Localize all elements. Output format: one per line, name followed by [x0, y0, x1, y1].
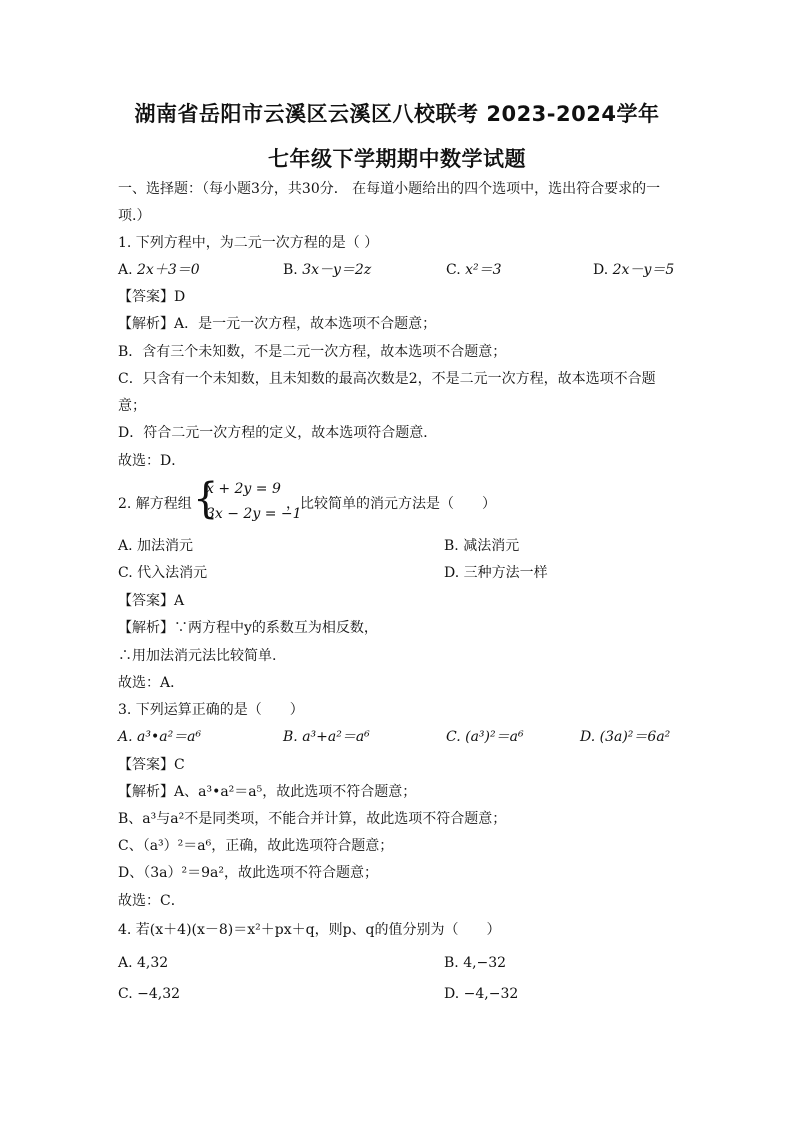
- question-4-stem: 4. 若(x＋4)(x－8)＝x²＋px＋q，则p、q的值分别为（ ）: [118, 922, 501, 938]
- question-1-analysis-line: C．只含有一个未知数，且未知数的最高次数是2，不是二元一次方程，故本选项不合题: [118, 371, 656, 387]
- option-expr: 2x＋3＝0: [137, 262, 200, 278]
- question-2-analysis-line: 【解析】∵两方程中y的系数互为相反数，: [118, 620, 378, 636]
- question-1-option-d: [593, 261, 674, 279]
- question-4-option-c: C. −4,32: [118, 986, 181, 1002]
- document-title-line1: 湖南省岳阳市云溪区云溪区八校联考 2023-2024学年: [134, 102, 660, 126]
- question-1-answer: 【答案】D: [118, 289, 186, 305]
- question-3-stem: 3. 下列运算正确的是（ ）: [118, 702, 304, 718]
- question-4-option-b: B. 4,−32: [444, 955, 507, 971]
- question-2-option-a: A. 加法消元: [118, 538, 194, 554]
- question-4-option-d: D. −4,−32: [444, 986, 519, 1002]
- option-label: D.: [593, 262, 609, 278]
- question-1-stem: 1. 下列方程中，为二元一次方程的是（ ）: [118, 235, 379, 251]
- option-label: A.: [118, 262, 133, 278]
- question-1-option-b: [283, 261, 371, 279]
- question-2-option-c: C. 代入法消元: [118, 565, 208, 581]
- question-2-analysis-line: ∴用加法消元法比较简单.: [118, 648, 277, 664]
- question-1-analysis-line: 故选：D．: [118, 453, 186, 469]
- equation-1: x + 2y = 9: [206, 481, 281, 497]
- question-2-option-b: B. 减法消元: [444, 538, 520, 554]
- question-2-stem-prefix: 2. 解方程组: [118, 496, 192, 512]
- equation-system-brace: {: [193, 474, 219, 524]
- question-2-answer: 【答案】A: [118, 593, 185, 609]
- question-3-option-a: A. a³•a²＝a⁶: [118, 729, 202, 745]
- question-3-analysis-line: B、a³与a²不是同类项，不能合并计算，故此选项不符合题意；: [118, 811, 507, 827]
- question-3-analysis-line: 故选：C．: [118, 893, 185, 909]
- question-3-option-b: B. a³+a²＝a⁶: [283, 729, 370, 745]
- question-1-analysis-line: D．符合二元一次方程的定义，故本选项符合题意．: [118, 425, 438, 441]
- option-label: C.: [446, 262, 461, 278]
- document-title-line2: 七年级下学期期中数学试题: [268, 147, 526, 171]
- question-3-analysis-line: 【解析】A、a³•a²＝a⁵，故此选项不符合题意；: [118, 784, 417, 800]
- option-expr: 2x－y＝5: [612, 262, 675, 278]
- section-intro-cont: 项.）: [118, 208, 151, 224]
- question-1-analysis-line: 意；: [118, 398, 146, 414]
- question-3-analysis-line: C、（a³）²＝a⁶，正确，故此选项符合题意；: [118, 838, 394, 854]
- section-intro: 一、选择题：（每小题3分，共30分． 在每道小题给出的四个选项中，选出符合要求的一: [118, 181, 661, 197]
- question-1-option-a: [118, 261, 200, 279]
- question-3-option-d: D. (3a)²＝6a²: [580, 729, 671, 745]
- option-expr: x²＝3: [465, 262, 502, 278]
- question-3-analysis-line: D、（3a）²＝9a²，故此选项不符合题意；: [118, 865, 378, 881]
- question-2-analysis-line: 故选：A．: [118, 675, 185, 691]
- option-label: B.: [283, 262, 298, 278]
- equation-2: 3x − 2y = −1: [206, 506, 302, 522]
- question-3-answer: 【答案】C: [118, 757, 185, 773]
- question-1-option-c: [446, 261, 502, 279]
- option-expr: 3x－y＝2z: [302, 262, 372, 278]
- question-2-option-d: D. 三种方法一样: [444, 565, 548, 581]
- question-4-option-a: A. 4,32: [118, 955, 169, 971]
- question-1-analysis-line: B．含有三个未知数，不是二元一次方程，故本选项不合题意；: [118, 344, 507, 360]
- question-1-analysis-line: 【解析】A．是一元一次方程，故本选项不合题意；: [118, 316, 437, 332]
- question-2-stem-suffix: ，比较简单的消元方法是（ ）: [286, 496, 496, 512]
- question-3-option-c: C. (a³)²＝a⁶: [446, 729, 524, 745]
